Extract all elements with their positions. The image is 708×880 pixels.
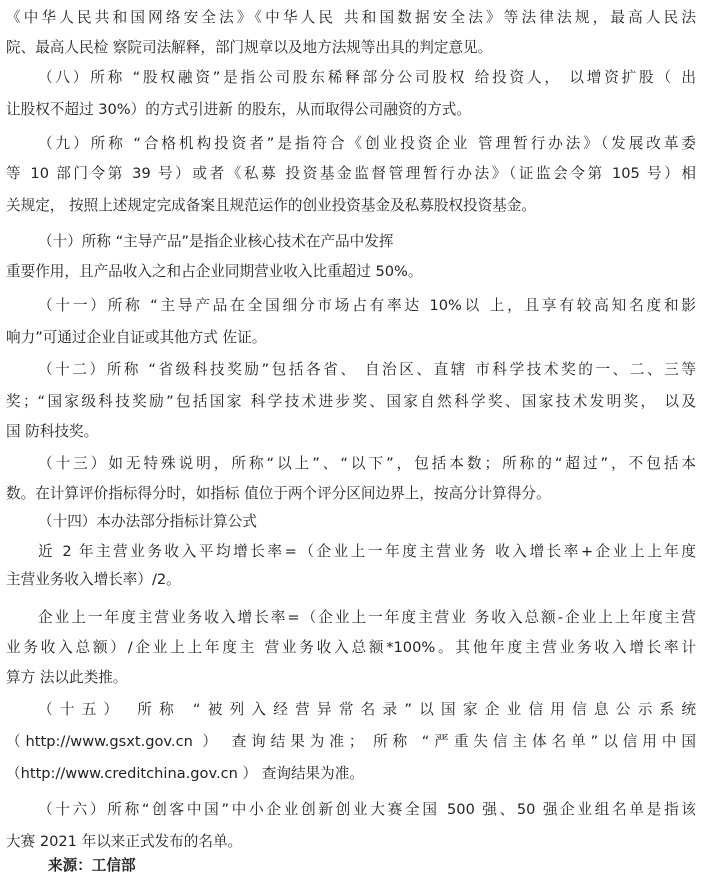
text-line: （十四）本办法部分指标计算公式: [38, 513, 257, 530]
text-line: 业务收入总额）/企业上上年度主 营业务收入总额*100%。其他年度主营业务收入增长率计: [6, 639, 696, 656]
text-line: 重要作用，且产品收入之和占企业同期营业收入比重超过 50%。: [6, 263, 423, 280]
text-line: （十一）所称 “主导产品在全国细分市场占有率达 10%以 上，且享有较高知名度和影: [38, 297, 696, 314]
text-line: 大赛 2021 年以来正式发布的名单。: [6, 833, 243, 850]
text-line: 等 10 部门令第 39 号）或者《私募 投资基金监督管理暂行办法》（证监会令第 105 号）相: [6, 165, 696, 182]
text-line: 算方 法以此类推。: [6, 669, 128, 686]
text-line: （http://www.creditchina.gov.cn ） 查询结果为准。: [6, 765, 364, 782]
text-line: 数。在计算评价指标得分时，如指标 值位于两个评分区间边界上，按高分计算得分。: [6, 485, 551, 502]
text-line: （九）所称 “合格机构投资者”是指符合《创业投资企业 管理暂行办法》（发展改革委: [38, 135, 696, 152]
text-line: （八）所称 “股权融资”是指公司股东稀释部分公司股权 给投资人， 以增资扩股（ 出: [38, 69, 696, 86]
text-line: 《中华人民共和国网络安全法》《中华人民 共和国数据安全法》等法律法规，最高人民法: [6, 9, 696, 26]
source-line: 来源：工信部: [48, 857, 136, 874]
text-line: （十五） 所称 “被列入经营异常名录”以国家企业信用信息公示系统: [38, 701, 696, 718]
text-line: 院、最高人民检 察院司法解释，部门规章以及地方法规等出具的判定意见。: [6, 39, 493, 56]
text-line: 关规定， 按照上述规定完成备案且规范运作的创业投资基金及私募股权投资基金。: [6, 197, 537, 214]
text-line: （十三）如无特殊说明，所称“以上”、“以下”，包括本数；所称的“超过”，不包括本: [38, 455, 696, 472]
text-line: 让股权不超过 30%）的方式引进新 的股东，从而取得公司融资的方式。: [6, 101, 471, 118]
text-line: 企业上一年度主营业务收入增长率=（企业上一年度主营业 务收入总额-企业上上年度主营: [38, 609, 696, 626]
text-line: （十六）所称“创客中国”中小企业创新创业大赛全国 500 强、50 强企业组名单是指该: [38, 801, 696, 818]
text-line: 响力”可通过企业自证或其他方式 佐证。: [6, 329, 267, 346]
text-line: 近 2 年主营业务收入平均增长率=（企业上一年度主营业务 收入增长率+企业上上年度: [38, 543, 696, 560]
text-line: 主营业务收入增长率）/2。: [6, 571, 181, 588]
text-line: （十）所称 “主导产品”是指企业核心技术在产品中发挥: [38, 233, 394, 250]
text-line: 国 防科技奖。: [6, 423, 99, 440]
text-line: （http://www.gsxt.gov.cn ） 查询结果为准； 所称 “严重失信主体名单”以信用中国: [6, 733, 696, 750]
text-line: 奖；“国家级科技奖励”包括国家 科学技术进步奖、国家自然科学奖、国家技术发明奖， 以及: [6, 393, 696, 410]
text-line: （十二）所称 “省级科技奖励”包括各省、 自治区、直辖 市科学技术奖的一、二、三等: [38, 361, 696, 378]
